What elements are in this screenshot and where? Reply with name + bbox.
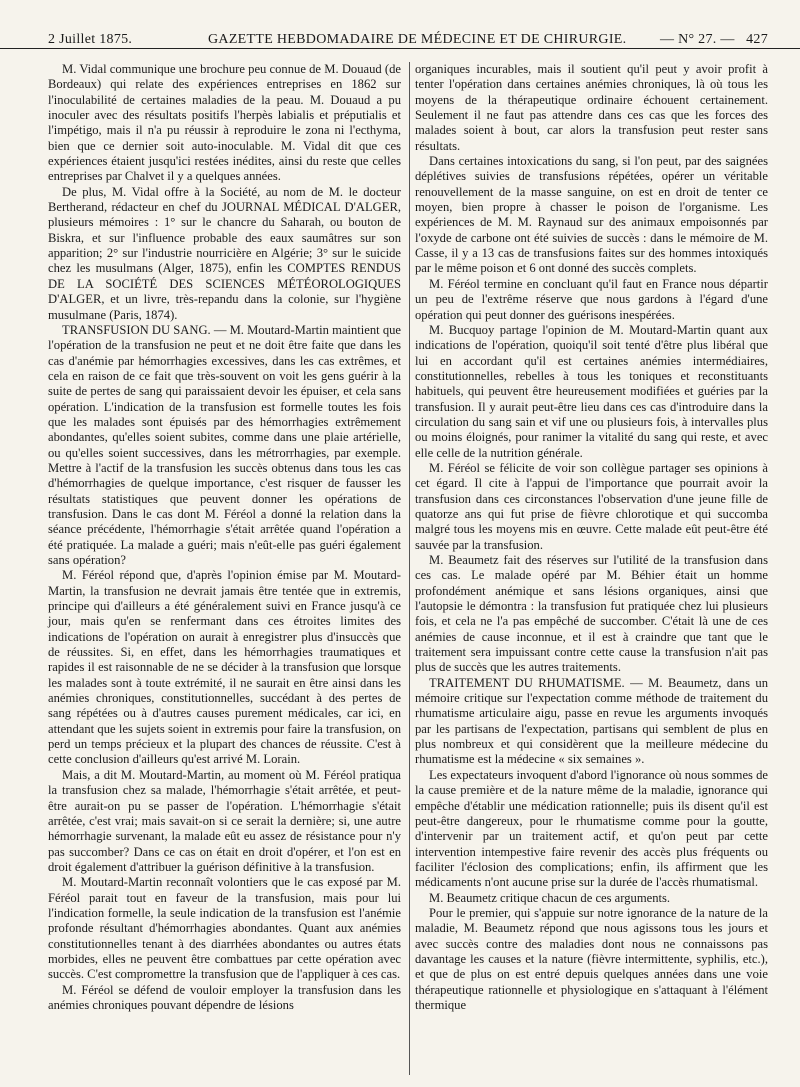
paragraph: TRAITEMENT DU RHUMATISME. — M. Beaumetz, dans un mémoire critique sur l'expectation comme méthode de traitement du rhumatisme articulaire aigu, passe en revue les arguments invoqués par les partisans de l'expectation, partisans qui semblent de plus en plus nombreux et qui considèrent que la meilleure médecine du rhumatisme est la médecine « six semaines ». (415, 675, 768, 767)
left-column (48, 62, 401, 1013)
paragraph: M. Féréol termine en concluant qu'il faut en France nous départir un peu de l'extrême réserve que nous gardons à l'égard d'une opération qui peut donner des guérisons inespérées. (415, 276, 768, 322)
paragraph: M. Féréol se félicite de voir son collègue partager ses opinions à cet égard. Il cite à l'appui de l'importance que pourrait avoir la transfusion dans ces circonstances l'observation d'une jeune fille de quatorze ans qui fut prise de fièvre chlorotique et qui succomba malgré tous les moyens mis en œuvre. Cette malade eût peut-être été sauvée par la transfusion. (415, 460, 768, 552)
paragraph: Dans certaines intoxications du sang, si l'on peut, par des saignées déplétives suivies de transfusions répétées, opérer un véritable renouvellement de la masse sanguine, on est en droit de tenter ce moyen, bien propre à chasser le poison de l'organisme. Les expériences de M. M. Raynaud sur des animaux empoisonnés par l'oxyde de carbone ont été suivies de succès : dans le mémoire de M. Casse, il y a 13 cas de transfusions faites sur des hommes intoxiqués par le même poison et 6 ont donné des succès complets. (415, 154, 768, 276)
right-column (415, 62, 768, 1013)
column-divider (409, 62, 410, 1075)
paragraph: M. Vidal communique une brochure peu connue de M. Douaud (de Bordeaux) qui relate des expériences entreprises en 1862 sur l'inoculabilité de certaines maladies de la peau. M. Douaud a pu inoculer avec des résultats positifs l'herpès labialis et préputialis et l'impétigo, mais il n'a pu réussir à reproduire le zona ni l'ecthyma, bien que ce dernier soit auto-inoculable. M. Vidal dit que ces expériences étaient jusqu'ici restées inédites, ainsi du reste que celles entreprises par Chalvet il y a quelques années. (48, 62, 401, 184)
text-columns (48, 62, 768, 1013)
paragraph: M. Féréol se défend de vouloir employer la transfusion dans les anémies chroniques pouvant dépendre de lésions (48, 982, 401, 1012)
paragraph: Mais, a dit M. Moutard-Martin, au moment où M. Féréol pratiqua la transfusion chez sa malade, l'hémorrhagie s'était arrêtée, et peut-être aurait-on pu se passer de l'opération. L'hémorrhagie s'était arrêtée, c'est vrai; mais savait-on si ce serait la dernière; si, une autre hémorrhagie survenant, la malade eût eu assez de résistance pour n'y pas succomber? Dans ce cas on était en droit d'opérer, et l'on est en droit également d'attribuer la guérison définitive à la transfusion. (48, 767, 401, 874)
header-title: GAZETTE HEBDOMADAIRE DE MÉDECINE ET DE CHIRURGIE. (208, 32, 627, 47)
paragraph: M. Moutard-Martin reconnaît volontiers que le cas exposé par M. Féréol parait tout en faveur de la transfusion, mais pour lui l'indication formelle, la seule indication de la transfusion est l'anémie profonde résultant d'hémorrhagies abondantes. Quant aux anémies constitutionnelles tenant à des diarrhées abondantes ou autres états morbides, elles ne peuvent être combattues par cette opération avec succès. C'est compromettre la transfusion que de l'appliquer à ces cas. (48, 875, 401, 982)
paragraph: TRANSFUSION DU SANG. — M. Moutard-Martin maintient que l'opération de la transfusion ne peut et ne doit être faite que dans les cas d'anémie par hémorrhagies excessives, dans les cas extrêmes, et cela en raison de ce fait que très-souvent on voit les gens guérir à la suite de pertes de sang qui paraissaient devoir les épuiser, et cela sans opération. L'indication de la transfusion est formelle toutes les fois que les malades sont épuisés par des hémorrhagies extrêmement abondantes, qu'elles soient subites, comme dans une plaie artérielle, ou qu'elles soient successives, dans les métrorrhagies, par exemple. Mettre à l'actif de la transfusion les succès obtenus dans tous les cas d'hémorrhagies de quelque importance, c'est risquer de fausser les résultats statistiques que peuvent donner les opérations de transfusion. Dans le cas dont M. Féréol a donné la relation dans la séance précédente, l'hémorrhagie s'était arrêtée quand l'opération a été pratiquée. La malade a guéri; mais n'eût-elle pas guéri également sans opération? (48, 322, 401, 567)
running-header (48, 4, 768, 47)
header-rule (0, 48, 800, 49)
paragraph: M. Bucquoy partage l'opinion de M. Moutard-Martin quant aux indications de l'opération, quoiqu'il soit tenté d'être plus libéral que lui en accordant qu'il est certaines anémies intermédiaires, constitutionnelles, rebelles à tous les toniques et reconstituants habituels, qui peuvent être heureusement modifiées et guéries par la transfusion. Il y aurait peut-être lieu dans ces cas d'introduire dans la circulation du sang sain et vif une ou plusieurs fois, à intervalles plus ou moins éloignés, pour ranimer la vitalité du sang qui reste, et avec elle celle de la nutrition générale. (415, 322, 768, 460)
paragraph: organiques incurables, mais il soutient qu'il peut y avoir profit à tenter l'opération dans certaines anémies chroniques, là où tous les moyens de la thérapeutique ordinaire échouent certainement. Seulement il ne faut pas attendre dans ces cas que les forces des malades soient à bout, car alors la transfusion peut rester sans résultats. (415, 62, 768, 153)
header-date: 2 Juillet 1875. (48, 32, 133, 47)
paragraph: De plus, M. Vidal offre à la Société, au nom de M. le docteur Bertherand, rédacteur en chef du JOURNAL MÉDICAL D'ALGER, plusieurs mémoires : 1° sur le chancre du Saharah, ou bouton de Biskra, et sur l'influence probable des eaux saumâtres sur son apparition; 2° sur l'industrie nourricière en Algérie; 3° sur le suicide chez les musulmans (Alger, 1875), enfin les COMPTES RENDUS DE LA SOCIÉTÉ DES SCIENCES MÉTÉOROLOGIQUES D'ALGER, et un livre, très-repandu dans la colonie, sur l'hygiène musulmane (Paris, 1874). (48, 184, 401, 322)
paragraph: Pour le premier, qui s'appuie sur notre ignorance de la nature de la maladie, M. Beaumetz répond que nous agissons tous les jours et avec succès contre des maladies dont nous ne connaissons pas davantage les causes et la nature (fièvre intermittente, syphilis, etc.), et que de plus on est entré depuis quelques années dans une voie thérapeutique rationnelle et physiologique en s'attaquant à l'élément thermique (415, 905, 768, 1012)
issue-number: — N° 27. — (659, 32, 735, 47)
paragraph: M. Féréol répond que, d'après l'opinion émise par M. Moutard-Martin, la transfusion ne devrait jamais être tentée que in extremis, principe qui d'ailleurs a été généralement suivi en France jusqu'à ce jour, mais qu'en se renfermant dans ces étroites limites des indications de l'opération on aurait à enregistrer plus d'insuccès que de réussites. Si, en effet, dans les hémorrhagies traumatiques et rapides il est raisonnable de ne se décider à la transfusion que lorsque les malades sont à toute extrémité, il ne saurait en être ainsi dans les anémies chroniques, constitutionnelles, succédant à des pertes de sang répétées ou à d'autres causes purement médicales, car ici, en attendant que les sujets soient in extremis pour faire la transfusion, on perd un temps précieux et la plupart des chances de réussite. C'est à cette conclusion d'ailleurs qu'est arrivé M. Lorain. (48, 568, 401, 767)
paragraph: M. Beaumetz critique chacun de ces arguments. (429, 890, 671, 905)
paragraph: M. Beaumetz fait des réserves sur l'utilité de la transfusion dans ces cas. Le malade opéré par M. Béhier était un homme profondément anémique et sans lésions organiques, ainsi que l'autopsie le démontra : la transfusion fut pratiquée chez lui plusieurs fois, et cela ne l'a pas empêché de succomber. C'était là une de ces anémies de cause inconnue, et il est à craindre que tant que le traitement sera impuissant contre cette cause la transfusion n'ait pas plus de succès que les autres traitements. (415, 553, 768, 675)
paragraph: Les expectateurs invoquent d'abord l'ignorance où nous sommes de la cause première et de la nature même de la maladie, ignorance qui empêche d'établir une médication rationnelle; puis ils disent qu'il est peut-être dangereux, pour le rhumatisme comme pour la goutte, d'intervenir par un traitement actif, et qu'on peut par cette intervention intempestive faire revenir des accès plus fréquents ou faciliter l'éclosion des complications; enfin, ils affirment que les médicaments n'ont aucune prise sur la durée de l'accès rhumatismal. (415, 767, 768, 890)
header-number-page (660, 32, 768, 48)
page-number: 427 (746, 32, 768, 47)
